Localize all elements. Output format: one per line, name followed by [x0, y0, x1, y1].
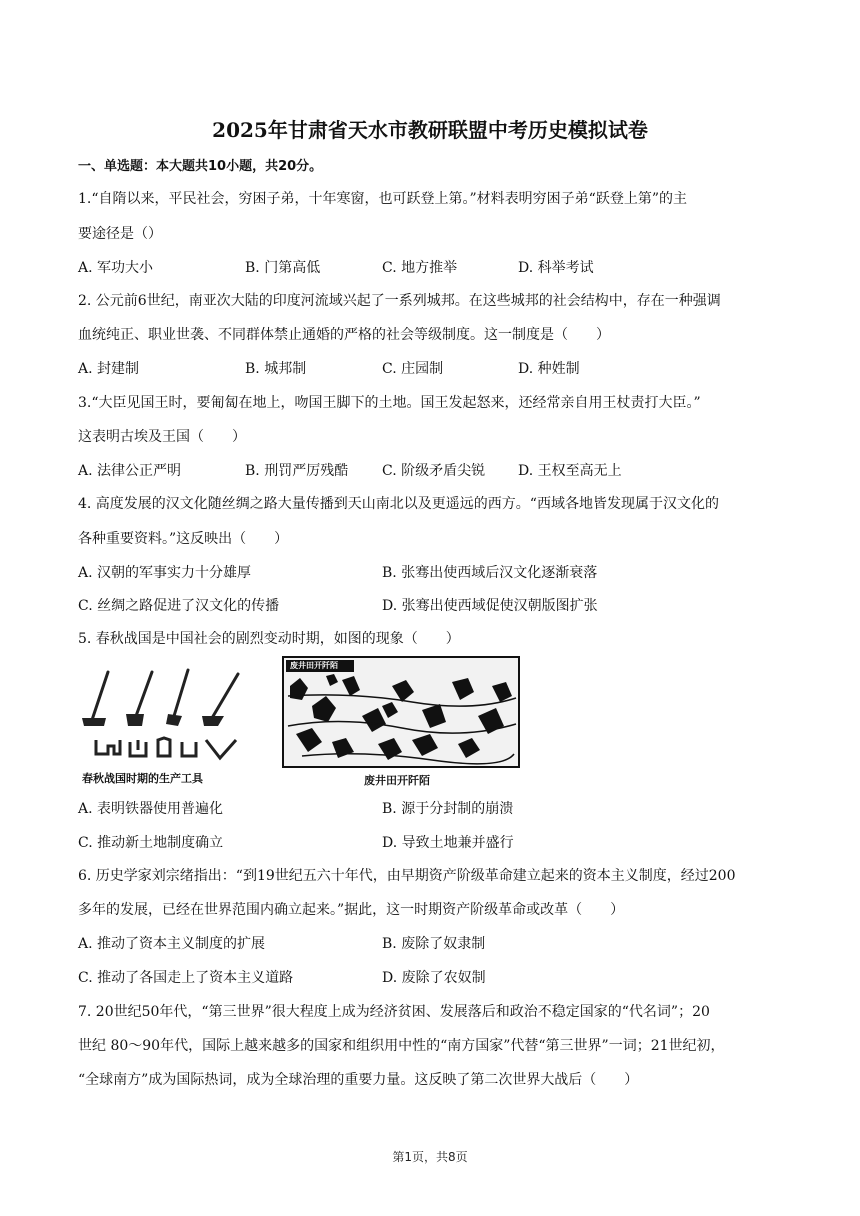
option-a[interactable]: A. 军功大小: [78, 260, 154, 276]
question-3-line-2: 这表明古埃及王国（ ）: [78, 429, 246, 445]
option-b[interactable]: B. 城邦制: [245, 361, 307, 377]
woodcut-illustration: [282, 656, 520, 768]
question-2-line-1: 2. 公元前6世纪，南亚次大陆的印度河流域兴起了一系列城邦。在这些城邦的社会结构中，存在一种强调: [78, 293, 721, 309]
option-a[interactable]: A. 法律公正严明: [78, 463, 182, 479]
woodcut-caption: 废井田开阡陌: [364, 774, 430, 787]
option-c[interactable]: C. 推动了各国走上了资本主义道路: [78, 970, 294, 986]
option-a[interactable]: A. 推动了资本主义制度的扩展: [78, 936, 266, 952]
woodcut-header: 废井田开阡陌: [290, 661, 338, 670]
question-7-line-1: 7. 20世纪50年代，“第三世界”很大程度上成为经济贫困、发展落后和政治不稳定国家的“代名词”；20: [78, 1004, 710, 1020]
option-b[interactable]: B. 源于分封制的崩溃: [382, 801, 514, 817]
option-b[interactable]: B. 废除了奴隶制: [382, 936, 486, 952]
option-b[interactable]: B. 门第高低: [245, 260, 321, 276]
option-a[interactable]: A. 封建制: [78, 361, 140, 377]
option-c[interactable]: C. 庄园制: [382, 361, 444, 377]
question-4-line-1: 4. 高度发展的汉文化随丝绸之路大量传播到天山南北以及更遥远的西方。“西域各地皆发现属于汉文化的: [78, 496, 719, 512]
option-b[interactable]: B. 张骞出使西域后汉文化逐渐衰落: [382, 565, 598, 581]
option-d[interactable]: D. 导致土地兼并盛行: [382, 835, 514, 851]
option-c[interactable]: C. 地方推举: [382, 260, 458, 276]
question-6-line-1: 6. 历史学家刘宗绪指出：“到19世纪五六十年代，由早期资产阶级革命建立起来的资本主义制度，经过200: [78, 868, 736, 884]
option-b[interactable]: B. 刑罚严厉残酷: [245, 463, 349, 479]
option-d[interactable]: D. 王权至高无上: [518, 463, 622, 479]
question-1-line-1: 1.“自隋以来，平民社会，穷困子弟，十年寒窗，也可跃登上第。”材料表明穷困子弟“跃登上第”的主: [78, 191, 687, 207]
question-4-line-2: 各种重要资料。”这反映出（ ）: [78, 531, 289, 547]
option-d[interactable]: D. 科举考试: [518, 260, 594, 276]
option-d[interactable]: D. 废除了农奴制: [382, 970, 486, 986]
ancient-tools-figure: [78, 660, 254, 786]
option-a[interactable]: A. 表明铁器使用普遍化: [78, 801, 224, 817]
page-title: 2025年甘肃省天水市教研联盟中考历史模拟试卷: [212, 118, 648, 142]
question-1-line-2: 要途径是（）: [78, 226, 162, 242]
question-7-line-2: 世纪 80～90年代，国际上越来越多的国家和组织用中性的“南方国家”代替“第三世界”一词；21世纪初，: [78, 1038, 725, 1054]
question-3-line-1: 3.“大臣见国王时，要匍匐在地上，吻国王脚下的土地。国王发起怒来，还经常亲自用王杖责打大臣。”: [78, 395, 701, 411]
option-a[interactable]: A. 汉朝的军事实力十分雄厚: [78, 565, 252, 581]
tools-caption: 春秋战国时期的生产工具: [82, 772, 203, 785]
page-footer: 第1页，共8页: [392, 1150, 468, 1164]
option-d[interactable]: D. 张骞出使西域促使汉朝版图扩张: [382, 598, 598, 614]
woodcut-figure: [282, 656, 520, 788]
question-5-line-1: 5. 春秋战国是中国社会的剧烈变动时期，如图的现象（ ）: [78, 631, 460, 647]
option-c[interactable]: C. 阶级矛盾尖锐: [382, 463, 486, 479]
question-6-line-2: 多年的发展，已经在世界范围内确立起来。”据此，这一时期资产阶级革命或改革（ ）: [78, 902, 625, 918]
option-c[interactable]: C. 推动新土地制度确立: [78, 835, 224, 851]
question-2-line-2: 血统纯正、职业世袭、不同群体禁止通婚的严格的社会等级制度。这一制度是（ ）: [78, 327, 610, 343]
option-c[interactable]: C. 丝绸之路促进了汉文化的传播: [78, 598, 280, 614]
section-heading: 一、单选题：本大题共10小题，共20分。: [78, 159, 323, 174]
option-d[interactable]: D. 种姓制: [518, 361, 580, 377]
question-7-line-3: “全球南方”成为国际热词，成为全球治理的重要力量。这反映了第二次世界大战后（ ）: [78, 1072, 639, 1088]
tools-illustration: [78, 660, 254, 766]
